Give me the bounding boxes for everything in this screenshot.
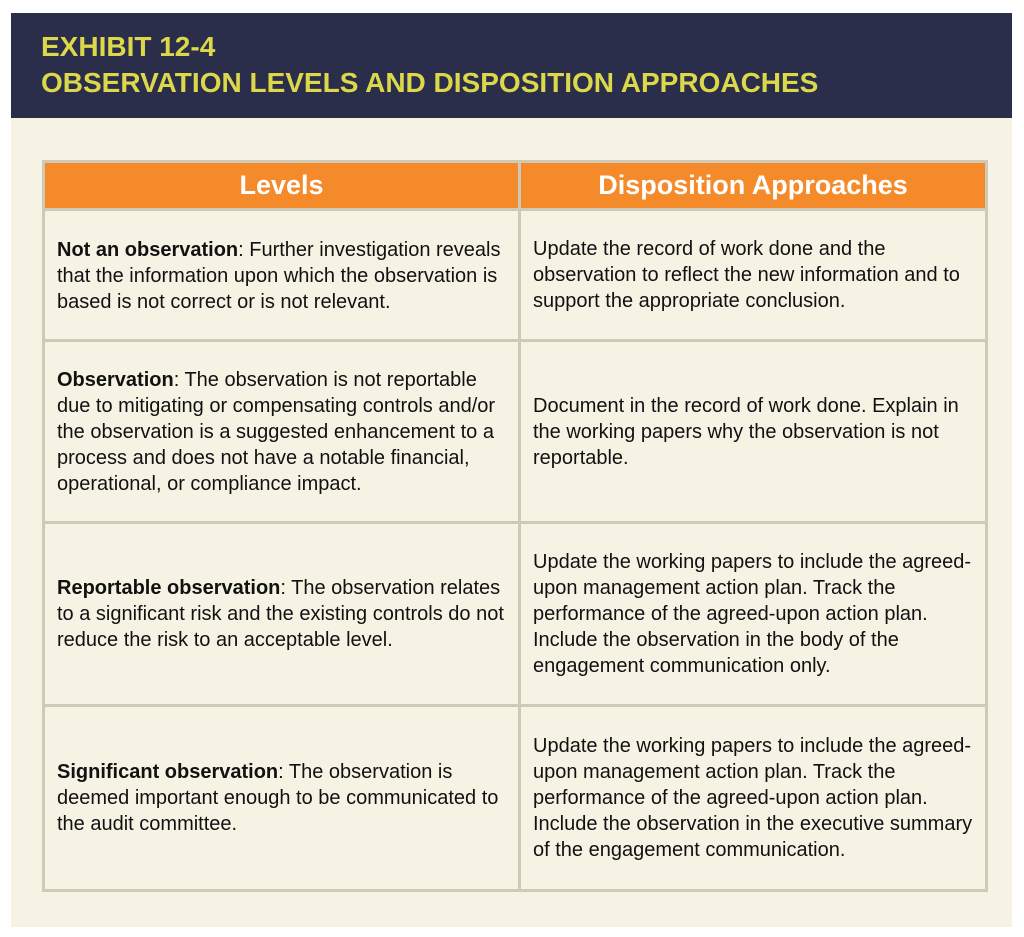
exhibit-header (11, 13, 1012, 118)
level-description: : The observation is deemed important enough to be communicated to the audit committee. (57, 761, 499, 835)
exhibit-panel (11, 13, 1012, 927)
approach-cell-not-an-observation (521, 211, 985, 339)
approach-cell-significant-observation (521, 707, 985, 889)
level-description: : The observation is not reportable due to mitigating or compensating controls and/or the observation is a suggested enhancement to a process and does not have a notable financial, operational, or compliance impact. (57, 368, 496, 495)
approach-text: Update the record of work done and the observation to reflect the new information and to support the appropriate conclusion. (533, 238, 960, 312)
level-term: Reportable observation (57, 577, 281, 599)
column-header-levels: Levels (45, 163, 518, 208)
level-term: Observation (57, 368, 174, 391)
approach-cell-observation (521, 342, 985, 521)
exhibit-number: EXHIBIT 12-4 (41, 31, 216, 62)
level-description: : The observation relates to a significant risk and the existing controls do not reduce the risk to an acceptable level. (57, 577, 504, 651)
level-cell-not-an-observation (45, 211, 518, 339)
level-cell-observation (45, 342, 518, 521)
approach-text: Update the working papers to include the agreed-upon management action plan. Track the performance of the agreed-upon action plan. Include the observation in the executive summary of the engagement communication. (533, 735, 973, 861)
column-header-disposition-approaches: Disposition Approaches (521, 163, 985, 208)
observation-levels-table (42, 160, 988, 892)
approach-cell-reportable-observation (521, 524, 985, 704)
level-cell-significant-observation (45, 707, 518, 889)
level-description: : Further investigation reveals that the information upon which the observation is based is not correct or is not relevant. (57, 239, 501, 313)
exhibit-title: OBSERVATION LEVELS AND DISPOSITION APPROACHES (41, 67, 819, 98)
approach-text: Update the working papers to include the agreed-upon management action plan. Track the performance of the agreed-upon action plan. Include the observation in the body of the engagement communication only. (533, 551, 972, 677)
level-term: Significant observation (57, 761, 279, 783)
level-term: Not an observation (57, 239, 239, 261)
approach-text: Document in the record of work done. Explain in the working papers why the observation is not reportable. (533, 394, 959, 469)
level-cell-reportable-observation (45, 524, 518, 704)
